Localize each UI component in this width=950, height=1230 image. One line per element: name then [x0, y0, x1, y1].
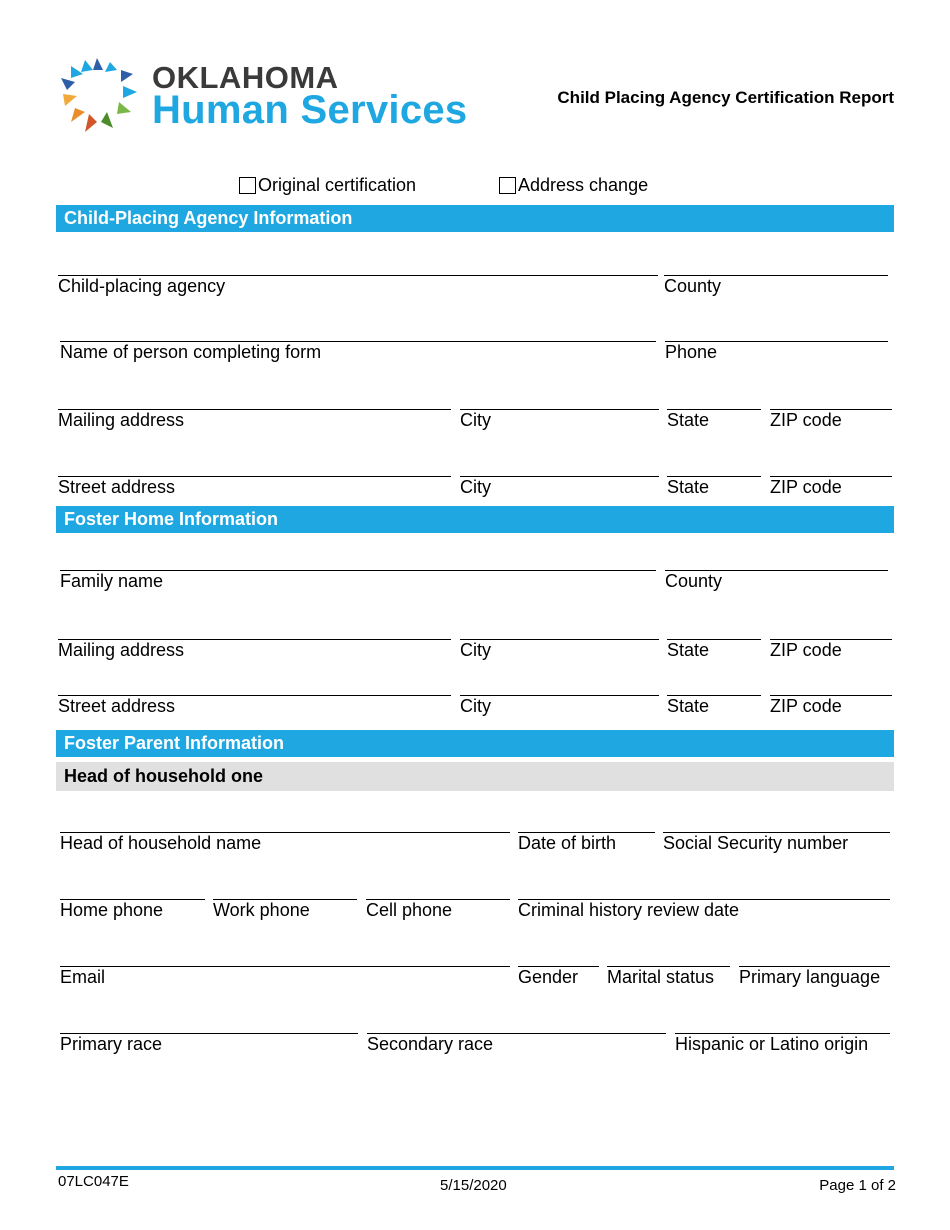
document-title: Child Placing Agency Certification Report: [557, 88, 894, 107]
agency-street-zip-field[interactable]: ZIP code: [770, 476, 892, 498]
child-placing-agency-field[interactable]: Child-placing agency: [58, 275, 658, 297]
agency-phone-field[interactable]: Phone: [665, 341, 888, 363]
home-street-address-field[interactable]: Street address: [58, 695, 451, 717]
footer-divider: [56, 1166, 894, 1170]
page-number: Page 1 of 2: [819, 1177, 896, 1194]
home-street-zip-field[interactable]: ZIP code: [770, 695, 892, 717]
person-completing-field[interactable]: Name of person completing form: [60, 341, 656, 363]
household-one-subheader: Head of household one: [56, 762, 894, 791]
date-of-birth-field[interactable]: Date of birth: [518, 832, 655, 854]
criminal-history-date-field[interactable]: Criminal history review date: [518, 899, 890, 921]
home-street-city-field[interactable]: City: [460, 695, 659, 717]
agency-mailing-city-field[interactable]: City: [460, 409, 659, 431]
address-change-checkbox[interactable]: [499, 177, 516, 194]
ssn-field[interactable]: Social Security number: [663, 832, 890, 854]
agency-logo: [55, 56, 468, 140]
home-mailing-zip-field[interactable]: ZIP code: [770, 639, 892, 661]
agency-mailing-state-field[interactable]: State: [667, 409, 761, 431]
original-certification-option[interactable]: [239, 175, 416, 196]
form-date: 5/15/2020: [440, 1177, 507, 1194]
original-certification-label: Original certification: [258, 175, 417, 195]
work-phone-field[interactable]: Work phone: [213, 899, 357, 921]
hispanic-origin-field[interactable]: Hispanic or Latino origin: [675, 1033, 890, 1055]
agency-mailing-address-field[interactable]: Mailing address: [58, 409, 451, 431]
home-phone-field[interactable]: Home phone: [60, 899, 205, 921]
marital-status-field[interactable]: Marital status: [607, 966, 730, 988]
agency-street-state-field[interactable]: State: [667, 476, 761, 498]
section-foster-home-header: Foster Home Information: [56, 506, 894, 533]
home-mailing-address-field[interactable]: Mailing address: [58, 639, 451, 661]
agency-street-address-field[interactable]: Street address: [58, 476, 451, 498]
home-mailing-state-field[interactable]: State: [667, 639, 761, 661]
secondary-race-field[interactable]: Secondary race: [367, 1033, 666, 1055]
gender-field[interactable]: Gender: [518, 966, 599, 988]
email-field[interactable]: Email: [60, 966, 510, 988]
home-county-field[interactable]: County: [665, 570, 888, 592]
agency-street-city-field[interactable]: City: [460, 476, 659, 498]
agency-county-field[interactable]: County: [664, 275, 888, 297]
cell-phone-field[interactable]: Cell phone: [366, 899, 510, 921]
form-code: 07LC047E: [58, 1173, 129, 1190]
home-street-state-field[interactable]: State: [667, 695, 761, 717]
home-mailing-city-field[interactable]: City: [460, 639, 659, 661]
section-agency-header: Child-Placing Agency Information: [56, 205, 894, 232]
section-foster-parent-header: Foster Parent Information: [56, 730, 894, 757]
head-of-household-name-field[interactable]: Head of household name: [60, 832, 510, 854]
original-certification-checkbox[interactable]: [239, 177, 256, 194]
address-change-option[interactable]: [499, 175, 648, 196]
starburst-logo-icon: [55, 56, 145, 140]
logo-oklahoma-text: OKLAHOMA: [152, 60, 339, 95]
family-name-field[interactable]: Family name: [60, 570, 656, 592]
primary-language-field[interactable]: Primary language: [739, 966, 890, 988]
address-change-label: Address change: [518, 175, 649, 195]
primary-race-field[interactable]: Primary race: [60, 1033, 358, 1055]
logo-human-services-text: Human Services: [152, 88, 468, 132]
agency-mailing-zip-field[interactable]: ZIP code: [770, 409, 892, 431]
